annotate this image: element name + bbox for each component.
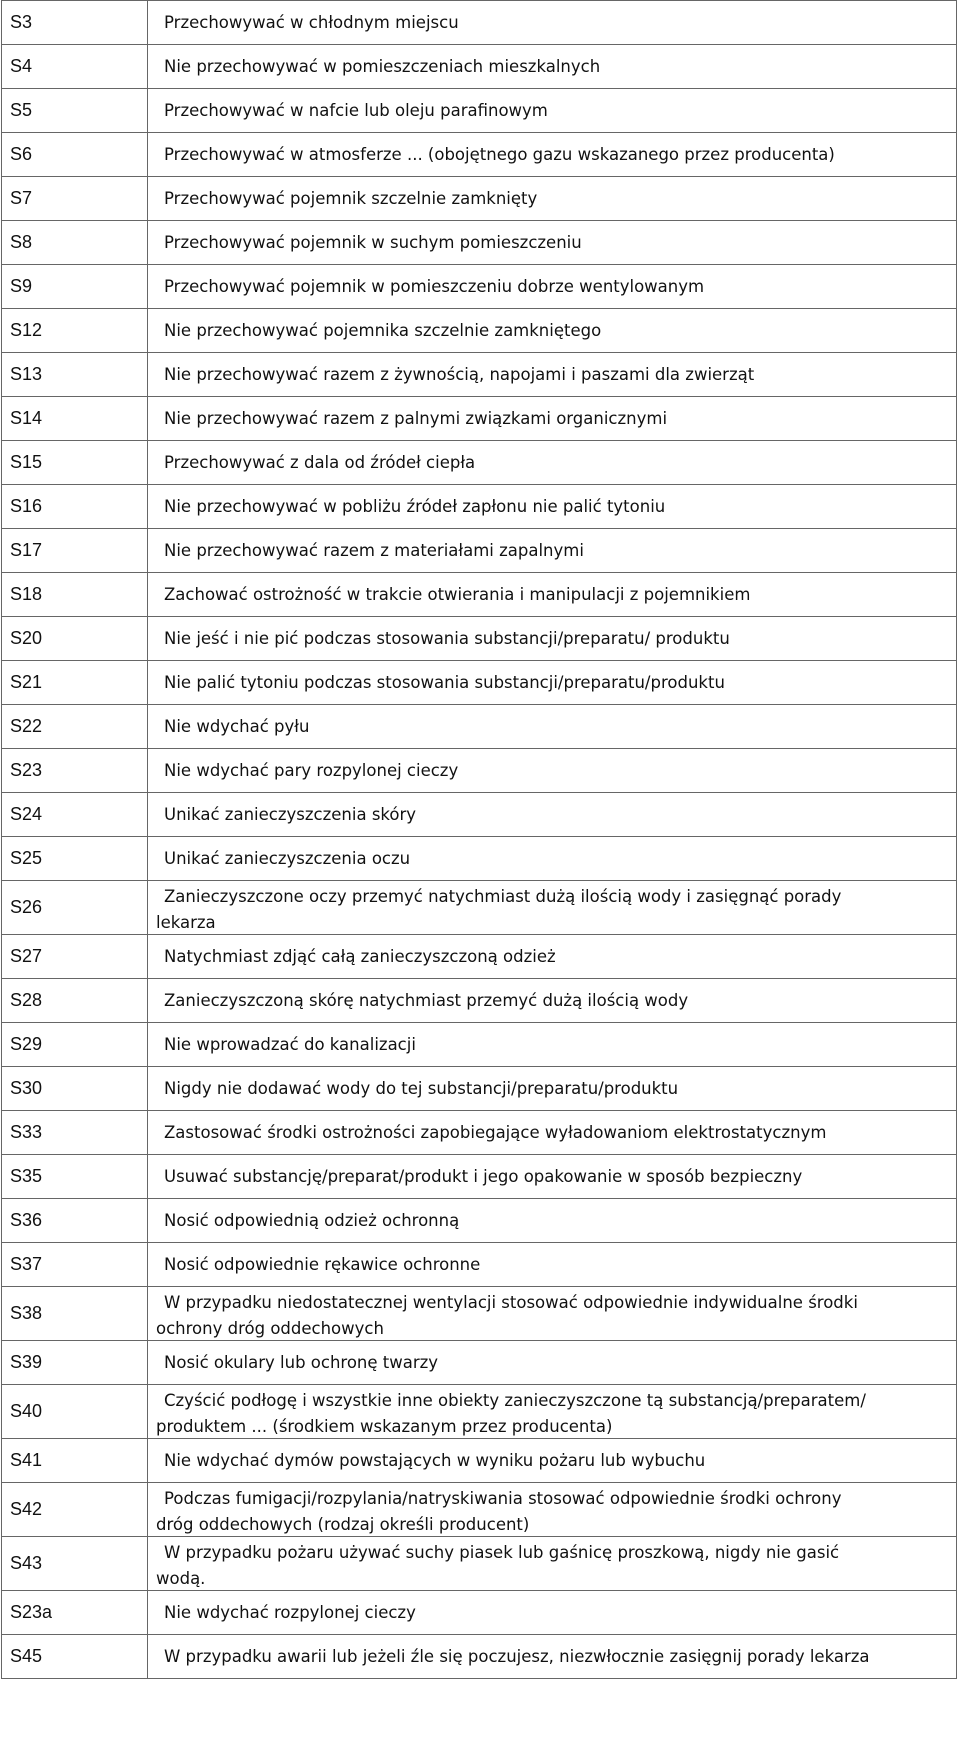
phrase-description-line: Zachować ostrożność w trakcie otwierania i manipulacji z pojemnikiem: [164, 585, 751, 604]
phrase-description: [148, 1483, 957, 1537]
phrase-description: [148, 617, 957, 661]
phrase-description-line: Zastosować środki ostrożności zapobiegające wyładowaniom elektrostatycznym: [164, 1123, 827, 1142]
table-body: [2, 1, 957, 1679]
phrase-description-line: W przypadku niedostatecznej wentylacji stosować odpowiednie indywidualne środki: [164, 1292, 858, 1312]
phrase-code: S20: [2, 617, 148, 661]
phrase-code: S30: [2, 1067, 148, 1111]
phrase-description: [148, 133, 957, 177]
phrase-description-line: ochrony dróg oddechowych: [156, 1318, 384, 1338]
phrase-code: S40: [2, 1385, 148, 1439]
phrase-code: S28: [2, 979, 148, 1023]
table-row: [2, 265, 957, 309]
table-row: [2, 1385, 957, 1439]
phrase-code: S39: [2, 1341, 148, 1385]
phrase-description-line: Nosić odpowiednią odzież ochronną: [164, 1211, 460, 1230]
phrase-description: [148, 935, 957, 979]
phrase-description: [148, 309, 957, 353]
phrase-code: S17: [2, 529, 148, 573]
table-row: [2, 1243, 957, 1287]
phrase-description: [148, 793, 957, 837]
phrase-code: S23a: [2, 1591, 148, 1635]
table-row: [2, 935, 957, 979]
phrase-code: S18: [2, 573, 148, 617]
table-row: [2, 661, 957, 705]
phrase-description-line: Nie wdychać rozpylonej cieczy: [164, 1603, 416, 1622]
phrase-code: S4: [2, 45, 148, 89]
phrase-code: S6: [2, 133, 148, 177]
phrase-description: [148, 1111, 957, 1155]
phrase-description-line: Nie przechowywać w pobliżu źródeł zapłonu nie palić tytoniu: [164, 497, 666, 516]
phrase-description: [148, 397, 957, 441]
table-row: [2, 1287, 957, 1341]
table-row: [2, 881, 957, 935]
phrase-description-line: Nosić odpowiednie rękawice ochronne: [164, 1255, 481, 1274]
phrase-code: S5: [2, 89, 148, 133]
phrase-description: [148, 353, 957, 397]
phrase-code: S16: [2, 485, 148, 529]
phrase-description: [148, 1341, 957, 1385]
table-row: [2, 397, 957, 441]
table-row: [2, 1439, 957, 1483]
phrase-code: S3: [2, 1, 148, 45]
phrase-code: S15: [2, 441, 148, 485]
phrase-description-line: Nie przechowywać razem z żywnością, napojami i paszami dla zwierząt: [164, 365, 755, 384]
table-row: [2, 1483, 957, 1537]
table-row: [2, 1111, 957, 1155]
table-row: [2, 45, 957, 89]
phrase-description-line: Nie przechowywać w pomieszczeniach mieszkalnych: [164, 57, 601, 76]
phrase-description: [148, 1537, 957, 1591]
phrase-code: S25: [2, 837, 148, 881]
phrase-description-line: Nie palić tytoniu podczas stosowania substancji/preparatu/produktu: [164, 673, 725, 692]
table-row: [2, 133, 957, 177]
phrase-description-line: Przechowywać w atmosferze ... (obojętnego gazu wskazanego przez producenta): [164, 145, 835, 164]
phrase-description-line: Przechowywać w nafcie lub oleju parafinowym: [164, 101, 548, 120]
phrase-description: [148, 881, 957, 935]
phrase-description: [148, 1, 957, 45]
table-row: [2, 309, 957, 353]
phrase-description-line: dróg oddechowych (rodzaj określi producent): [156, 1514, 530, 1534]
table-row: [2, 221, 957, 265]
phrase-description-line: Nie jeść i nie pić podczas stosowania substancji/preparatu/ produktu: [164, 629, 730, 648]
phrase-description: [148, 1287, 957, 1341]
table-row: [2, 837, 957, 881]
phrase-description-line: Nigdy nie dodawać wody do tej substancji/preparatu/produktu: [164, 1079, 679, 1098]
phrase-code: S35: [2, 1155, 148, 1199]
phrase-description-line: lekarza: [156, 912, 216, 932]
phrase-description-line: Nie wdychać pary rozpylonej cieczy: [164, 761, 459, 780]
table-row: [2, 1155, 957, 1199]
table-row: [2, 529, 957, 573]
phrase-description: [148, 1243, 957, 1287]
phrase-description-line: Czyścić podłogę i wszystkie inne obiekty zanieczyszczone tą substancją/preparatem/: [164, 1390, 866, 1410]
phrase-code: S12: [2, 309, 148, 353]
table-row: [2, 1, 957, 45]
phrase-description: [148, 1199, 957, 1243]
table-row: [2, 749, 957, 793]
table-row: [2, 485, 957, 529]
table-row: [2, 1199, 957, 1243]
phrase-description-line: Usuwać substancję/preparat/produkt i jego opakowanie w sposób bezpieczny: [164, 1167, 803, 1186]
phrase-description-line: W przypadku pożaru używać suchy piasek lub gaśnicę proszkową, nigdy nie gasić: [164, 1542, 840, 1562]
phrase-description: [148, 661, 957, 705]
phrase-description: [148, 705, 957, 749]
phrase-description: [148, 1591, 957, 1635]
phrase-code: S26: [2, 881, 148, 935]
phrase-description: [148, 265, 957, 309]
phrase-code: S7: [2, 177, 148, 221]
table-row: [2, 573, 957, 617]
phrase-description-line: Unikać zanieczyszczenia oczu: [164, 849, 411, 868]
table-row: [2, 177, 957, 221]
phrase-description: [148, 45, 957, 89]
phrase-code: S23: [2, 749, 148, 793]
phrase-code: S24: [2, 793, 148, 837]
table-row: [2, 617, 957, 661]
phrase-description-line: Nie przechowywać razem z materiałami zapalnymi: [164, 541, 584, 560]
phrase-description: [148, 485, 957, 529]
phrase-description-line: Nie wdychać pyłu: [164, 717, 310, 736]
phrase-code: S27: [2, 935, 148, 979]
phrase-description: [148, 1023, 957, 1067]
phrase-description-line: Nosić okulary lub ochronę twarzy: [164, 1353, 439, 1372]
phrase-description-line: Unikać zanieczyszczenia skóry: [164, 805, 417, 824]
table-row: [2, 1537, 957, 1591]
phrase-code: S29: [2, 1023, 148, 1067]
phrase-description-line: Nie wprowadzać do kanalizacji: [164, 1035, 416, 1054]
phrase-description-line: Przechowywać pojemnik w pomieszczeniu dobrze wentylowanym: [164, 277, 705, 296]
table-row: [2, 793, 957, 837]
safety-phrases-table: [1, 0, 957, 1679]
table-row: [2, 89, 957, 133]
phrase-code: S21: [2, 661, 148, 705]
table-row: [2, 979, 957, 1023]
phrase-description-line: W przypadku awarii lub jeżeli źle się poczujesz, niezwłocznie zasięgnij porady lekarza: [164, 1647, 870, 1666]
phrase-description: [148, 1439, 957, 1483]
phrase-description: [148, 749, 957, 793]
phrase-code: S22: [2, 705, 148, 749]
phrase-description: [148, 89, 957, 133]
table-row: [2, 441, 957, 485]
phrase-description-line: Nie przechowywać pojemnika szczelnie zamkniętego: [164, 321, 602, 340]
phrase-description-line: Podczas fumigacji/rozpylania/natryskiwania stosować odpowiednie środki ochrony: [164, 1488, 842, 1508]
phrase-description-line: Przechowywać w chłodnym miejscu: [164, 13, 459, 32]
phrase-description-line: wodą.: [156, 1568, 206, 1588]
phrase-description: [148, 1155, 957, 1199]
phrase-description-line: Przechowywać z dala od źródeł ciepła: [164, 453, 476, 472]
phrase-description: [148, 221, 957, 265]
phrase-code: S41: [2, 1439, 148, 1483]
phrase-code: S36: [2, 1199, 148, 1243]
phrase-description: [148, 837, 957, 881]
phrase-description-line: Zanieczyszczoną skórę natychmiast przemyć dużą ilością wody: [164, 991, 689, 1010]
phrase-code: S42: [2, 1483, 148, 1537]
phrase-description-line: produktem ... (środkiem wskazanym przez producenta): [156, 1416, 613, 1436]
table-row: [2, 1067, 957, 1111]
table-row: [2, 1591, 957, 1635]
table-row: [2, 705, 957, 749]
phrase-description: [148, 1635, 957, 1679]
table-row: [2, 1023, 957, 1067]
table-row: [2, 1341, 957, 1385]
phrase-description-line: Nie przechowywać razem z palnymi związkami organicznymi: [164, 409, 668, 428]
phrase-description-line: Przechowywać pojemnik szczelnie zamknięty: [164, 189, 538, 208]
phrase-description-line: Natychmiast zdjąć całą zanieczyszczoną odzież: [164, 947, 556, 966]
phrase-description-line: Nie wdychać dymów powstających w wyniku pożaru lub wybuchu: [164, 1451, 706, 1470]
phrase-description-line: Przechowywać pojemnik w suchym pomieszczeniu: [164, 233, 582, 252]
phrase-code: S13: [2, 353, 148, 397]
phrase-description: [148, 573, 957, 617]
phrase-code: S38: [2, 1287, 148, 1341]
phrase-description: [148, 1385, 957, 1439]
phrase-code: S37: [2, 1243, 148, 1287]
phrase-code: S45: [2, 1635, 148, 1679]
phrase-description: [148, 441, 957, 485]
phrase-code: S9: [2, 265, 148, 309]
phrase-code: S43: [2, 1537, 148, 1591]
phrase-code: S14: [2, 397, 148, 441]
phrase-code: S33: [2, 1111, 148, 1155]
phrase-description: [148, 1067, 957, 1111]
phrase-description-line: Zanieczyszczone oczy przemyć natychmiast dużą ilością wody i zasięgnąć porady: [164, 886, 842, 906]
phrase-description: [148, 529, 957, 573]
phrase-code: S8: [2, 221, 148, 265]
table-row: [2, 353, 957, 397]
phrase-description: [148, 177, 957, 221]
phrase-description: [148, 979, 957, 1023]
table-row: [2, 1635, 957, 1679]
